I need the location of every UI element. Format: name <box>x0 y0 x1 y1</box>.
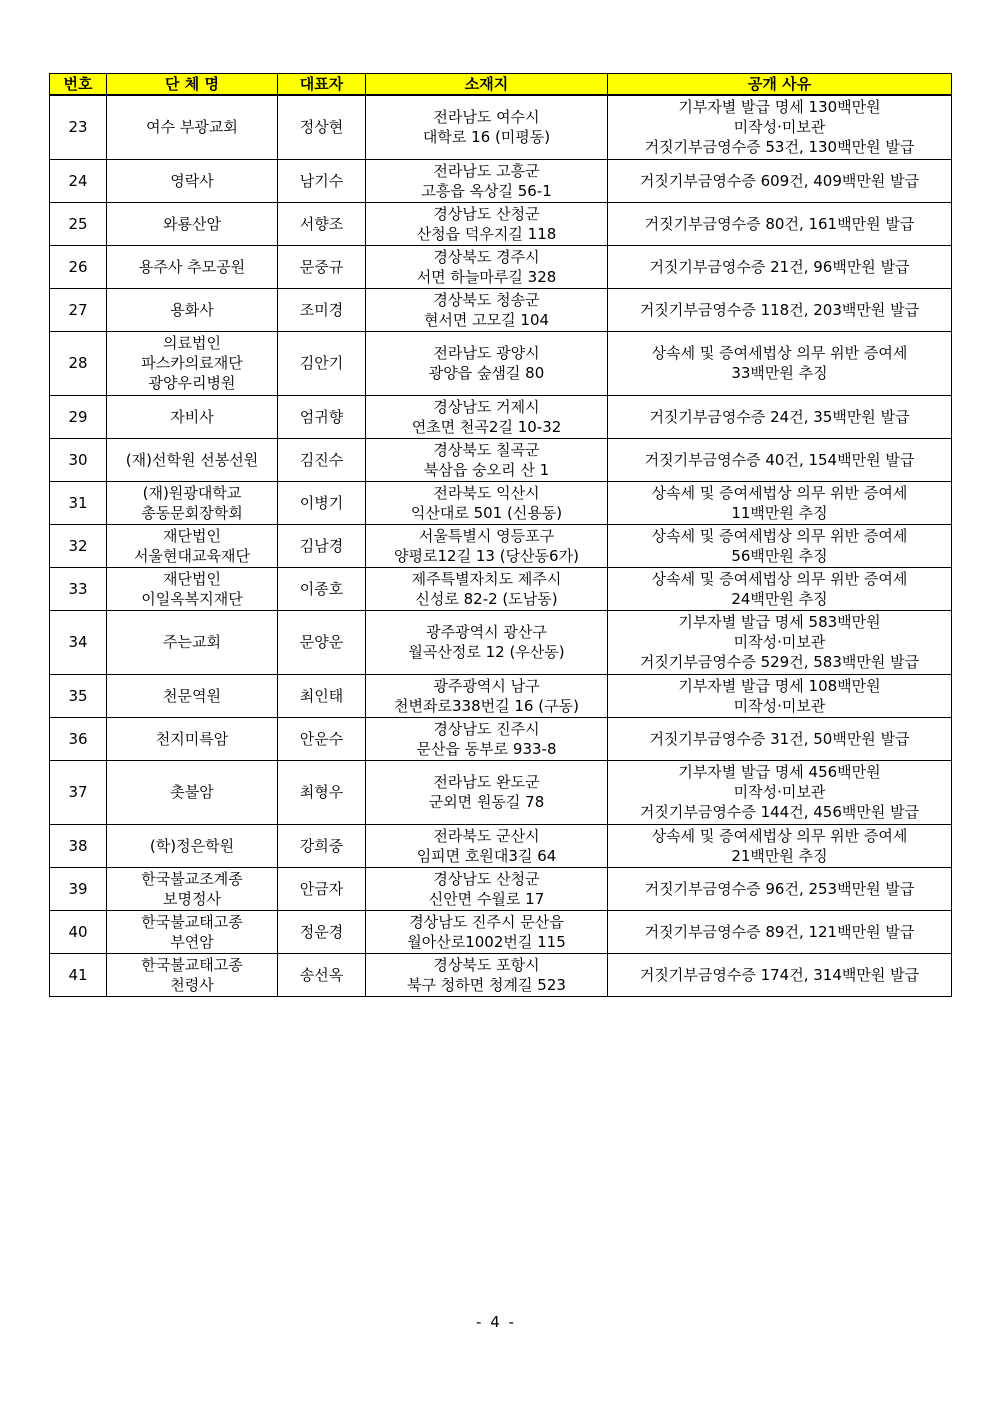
organization-name <box>107 717 278 760</box>
location-line: 익산대로 501 (신용동) <box>410 503 563 522</box>
disclosure-reason-line: 기부자별 발급 명세 456백만원 <box>678 763 881 781</box>
location-line: 경상남도 거제시 <box>433 397 540 416</box>
disclosure-reason <box>608 331 952 395</box>
disclosure-reason-line: 거짓기부금영수증 31건, 50백만원 발급 <box>649 729 910 748</box>
disclosure-reason <box>608 674 952 717</box>
location <box>366 438 608 481</box>
table-body <box>50 95 952 996</box>
header-location: 소재지 <box>366 74 608 96</box>
location <box>366 910 608 953</box>
table-row <box>50 331 952 395</box>
row-number: 34 <box>50 610 107 674</box>
disclosure-reason-line: 거짓기부금영수증 529건, 583백만원 발급 <box>639 653 920 671</box>
location-line: 경상북도 포항시 <box>433 955 540 974</box>
location-line: 광주광역시 광산구 <box>426 623 547 641</box>
representative: 이병기 <box>278 481 366 524</box>
location <box>366 395 608 438</box>
row-number: 41 <box>50 953 107 996</box>
organization-name-line: 영락사 <box>170 171 214 190</box>
table-row <box>50 524 952 567</box>
page-number: - 4 - <box>476 1313 516 1331</box>
header-number: 번호 <box>50 74 107 96</box>
disclosure-reason-line: 상속세 및 증여세법상 의무 위반 증여세 <box>651 569 908 588</box>
organization-name <box>107 159 278 202</box>
location-line: 경상북도 칠곡군 <box>433 440 540 459</box>
organization-name-line: 천문역원 <box>163 686 221 705</box>
disclosure-reason-line: 거짓기부금영수증 40건, 154백만원 발급 <box>644 450 915 469</box>
location-line: 서면 하늘마루길 328 <box>416 267 557 286</box>
table-row <box>50 867 952 910</box>
location-line: 서울특별시 영등포구 <box>418 526 555 545</box>
disclosure-reason-line: 21백만원 추징 <box>731 846 828 865</box>
disclosure-reason-line: 미작성·미보관 <box>733 633 826 651</box>
representative: 안금자 <box>278 867 366 910</box>
organization-name-line: 여수 부광교회 <box>146 118 238 137</box>
disclosure-reason-line: 거짓기부금영수증 80건, 161백만원 발급 <box>644 214 915 233</box>
disclosure-reason <box>608 481 952 524</box>
disclosure-reason-line: 상속세 및 증여세법상 의무 위반 증여세 <box>651 826 908 845</box>
location <box>366 202 608 245</box>
disclosure-reason-line: 기부자별 발급 명세 108백만원 <box>678 676 881 695</box>
location-line: 경상남도 산청군 <box>433 204 540 223</box>
organization-name-line: 파스카의료재단 <box>141 354 243 372</box>
location-line: 임피면 호원대3길 64 <box>416 846 557 865</box>
organization-name <box>107 910 278 953</box>
organization-name <box>107 824 278 867</box>
disclosure-table <box>49 73 952 997</box>
representative: 최형우 <box>278 760 366 824</box>
disclosure-reason <box>608 438 952 481</box>
organization-name <box>107 524 278 567</box>
organization-name-line: 재단법인 <box>163 526 221 545</box>
organization-name <box>107 95 278 159</box>
location <box>366 245 608 288</box>
row-number: 32 <box>50 524 107 567</box>
disclosure-reason-line: 56백만원 추징 <box>731 546 828 565</box>
organization-name-line: 한국불교태고종 <box>141 955 243 974</box>
disclosure-reason-line: 11백만원 추징 <box>731 503 828 522</box>
row-number: 28 <box>50 331 107 395</box>
representative: 이종호 <box>278 567 366 610</box>
location <box>366 481 608 524</box>
organization-name-line: 천령사 <box>170 975 214 994</box>
disclosure-reason-line: 33백만원 추징 <box>731 364 828 382</box>
disclosure-reason-line: 거짓기부금영수증 53건, 130백만원 발급 <box>644 138 915 157</box>
location-line: 연초면 천곡2길 10-32 <box>411 417 562 436</box>
organization-name-line: 재단법인 <box>163 569 221 588</box>
organization-name-line: 광양우리병원 <box>148 374 236 392</box>
row-number: 37 <box>50 760 107 824</box>
location-line: 전라남도 고흥군 <box>433 161 540 180</box>
organization-name-line: 자비사 <box>170 407 214 426</box>
location-line: 경상북도 청송군 <box>433 290 540 309</box>
row-number: 31 <box>50 481 107 524</box>
representative: 문중규 <box>278 245 366 288</box>
disclosure-reason-line: 상속세 및 증여세법상 의무 위반 증여세 <box>651 483 908 502</box>
organization-name <box>107 674 278 717</box>
table-row <box>50 567 952 610</box>
disclosure-reason-line: 거짓기부금영수증 21건, 96백만원 발급 <box>649 257 910 276</box>
disclosure-reason-line: 기부자별 발급 명세 130백만원 <box>678 98 881 117</box>
disclosure-reason-line: 미작성·미보관 <box>733 696 826 715</box>
table-row <box>50 159 952 202</box>
disclosure-reason <box>608 717 952 760</box>
location <box>366 674 608 717</box>
location-line: 전라북도 익산시 <box>433 483 540 502</box>
organization-name <box>107 567 278 610</box>
organization-name-line: 와룡산암 <box>163 214 221 233</box>
location-line: 경상남도 산청군 <box>433 869 540 888</box>
location-line: 경상남도 진주시 문산읍 <box>409 912 564 931</box>
disclosure-reason-line: 거짓기부금영수증 24건, 35백만원 발급 <box>649 407 910 426</box>
location <box>366 717 608 760</box>
representative: 김남경 <box>278 524 366 567</box>
disclosure-reason <box>608 610 952 674</box>
representative: 강희중 <box>278 824 366 867</box>
row-number: 39 <box>50 867 107 910</box>
location-line: 전라북도 군산시 <box>433 826 540 845</box>
organization-name <box>107 395 278 438</box>
row-number: 25 <box>50 202 107 245</box>
row-number: 35 <box>50 674 107 717</box>
organization-name-line: 의료법인 <box>163 334 221 352</box>
disclosure-reason <box>608 760 952 824</box>
organization-name-line: 주는교회 <box>163 633 221 651</box>
representative: 최인태 <box>278 674 366 717</box>
table-row <box>50 910 952 953</box>
location-line: 월아산로1002번길 115 <box>407 932 566 951</box>
organization-name-line: (학)정은학원 <box>149 836 235 855</box>
representative: 안운수 <box>278 717 366 760</box>
table-row <box>50 438 952 481</box>
row-number: 38 <box>50 824 107 867</box>
header-disclosure-reason: 공개 사유 <box>608 74 952 96</box>
location-line: 전라남도 여수시 <box>433 108 540 127</box>
disclosure-reason-line: 상속세 및 증여세법상 의무 위반 증여세 <box>651 526 908 545</box>
disclosure-reason <box>608 824 952 867</box>
organization-name-line: 서울현대교육재단 <box>134 546 250 565</box>
organization-name <box>107 202 278 245</box>
row-number: 24 <box>50 159 107 202</box>
disclosure-reason <box>608 524 952 567</box>
location-line: 군외면 원동길 78 <box>428 793 545 811</box>
disclosure-reason-line: 미작성·미보관 <box>733 118 826 137</box>
location-line: 광양읍 숲샘길 80 <box>428 364 545 382</box>
organization-name-line: (재)원광대학교 <box>142 483 242 502</box>
row-number: 27 <box>50 288 107 331</box>
table-row <box>50 245 952 288</box>
organization-name <box>107 953 278 996</box>
organization-name-line: 촛불암 <box>170 783 214 801</box>
disclosure-reason <box>608 867 952 910</box>
disclosure-reason <box>608 953 952 996</box>
location-line: 문산읍 동부로 933-8 <box>416 739 557 758</box>
disclosure-reason-line: 거짓기부금영수증 118건, 203백만원 발급 <box>639 300 920 319</box>
location-line: 양평로12길 13 (당산동6가) <box>394 546 579 565</box>
representative: 조미경 <box>278 288 366 331</box>
table-row <box>50 288 952 331</box>
representative: 엄귀향 <box>278 395 366 438</box>
location-line: 천변좌로338번길 16 (구동) <box>394 696 579 715</box>
organization-name-line: 용주사 추모공원 <box>138 257 246 276</box>
table-row <box>50 95 952 159</box>
location-line: 산청읍 덕우지길 118 <box>416 224 557 243</box>
location-line: 전라남도 완도군 <box>433 773 540 791</box>
organization-name-line: (재)선학원 선봉선원 <box>125 450 259 469</box>
organization-name-line: 한국불교태고종 <box>141 912 243 931</box>
representative: 정상현 <box>278 95 366 159</box>
disclosure-reason <box>608 288 952 331</box>
organization-name <box>107 245 278 288</box>
location-line: 전라남도 광양시 <box>433 344 540 362</box>
location <box>366 288 608 331</box>
location-line: 경상북도 경주시 <box>433 247 540 266</box>
disclosure-reason-line: 거짓기부금영수증 174건, 314백만원 발급 <box>639 965 920 984</box>
disclosure-reason-line: 거짓기부금영수증 89건, 121백만원 발급 <box>644 922 915 941</box>
row-number: 30 <box>50 438 107 481</box>
disclosure-reason-line: 미작성·미보관 <box>733 783 826 801</box>
header-organization-name: 단 체 명 <box>107 74 278 96</box>
disclosure-reason <box>608 567 952 610</box>
disclosure-reason <box>608 202 952 245</box>
location-line: 북구 청하면 청계길 523 <box>407 975 566 994</box>
row-number: 23 <box>50 95 107 159</box>
location <box>366 95 608 159</box>
table-row <box>50 481 952 524</box>
organization-name-line: 한국불교조계종 <box>141 869 243 888</box>
header-representative: 대표자 <box>278 74 366 96</box>
disclosure-reason <box>608 95 952 159</box>
organization-name <box>107 438 278 481</box>
disclosure-reason-line: 거짓기부금영수증 144건, 456백만원 발급 <box>639 803 920 821</box>
table-row <box>50 760 952 824</box>
organization-name <box>107 867 278 910</box>
location <box>366 760 608 824</box>
location-line: 월곡산정로 12 (우산동) <box>408 643 565 661</box>
organization-name <box>107 760 278 824</box>
organization-name-line: 천지미륵암 <box>155 729 229 748</box>
table-row <box>50 610 952 674</box>
row-number: 26 <box>50 245 107 288</box>
disclosure-reason <box>608 159 952 202</box>
location <box>366 610 608 674</box>
representative: 송선옥 <box>278 953 366 996</box>
organization-name-line: 총동문회장학회 <box>141 503 243 522</box>
location <box>366 331 608 395</box>
disclosure-reason <box>608 910 952 953</box>
location <box>366 524 608 567</box>
table-row <box>50 674 952 717</box>
organization-name-line: 이일옥복지재단 <box>141 589 243 608</box>
organization-name <box>107 610 278 674</box>
row-number: 36 <box>50 717 107 760</box>
table-row <box>50 202 952 245</box>
location-line: 제주특별자치도 제주시 <box>411 569 562 588</box>
representative: 문양운 <box>278 610 366 674</box>
location-line: 현서면 고모길 104 <box>423 310 550 329</box>
row-number: 40 <box>50 910 107 953</box>
location-line: 신성로 82-2 (도남동) <box>415 589 558 608</box>
location <box>366 159 608 202</box>
location <box>366 567 608 610</box>
location <box>366 953 608 996</box>
disclosure-reason <box>608 245 952 288</box>
organization-name <box>107 331 278 395</box>
disclosure-reason-line: 거짓기부금영수증 96건, 253백만원 발급 <box>644 879 915 898</box>
disclosure-reason-line: 거짓기부금영수증 609건, 409백만원 발급 <box>639 171 920 190</box>
row-number: 33 <box>50 567 107 610</box>
location-line: 신안면 수월로 17 <box>428 889 545 908</box>
row-number: 29 <box>50 395 107 438</box>
organization-name-line: 용화사 <box>170 300 214 319</box>
representative: 서향조 <box>278 202 366 245</box>
location-line: 경상남도 진주시 <box>433 719 540 738</box>
disclosure-reason <box>608 395 952 438</box>
location-line: 북삼읍 숭오리 산 1 <box>423 460 550 479</box>
table-header-row <box>50 74 952 96</box>
disclosure-reason-line: 상속세 및 증여세법상 의무 위반 증여세 <box>651 344 908 362</box>
location-line: 대학로 16 (미평동) <box>422 128 551 147</box>
disclosure-reason-line: 기부자별 발급 명세 583백만원 <box>678 613 881 631</box>
location <box>366 867 608 910</box>
representative: 남기수 <box>278 159 366 202</box>
location-line: 광주광역시 남구 <box>433 676 540 695</box>
table-row <box>50 717 952 760</box>
location <box>366 824 608 867</box>
representative: 김진수 <box>278 438 366 481</box>
table-row <box>50 824 952 867</box>
representative: 정운경 <box>278 910 366 953</box>
table-row <box>50 953 952 996</box>
organization-name-line: 보명정사 <box>163 889 221 908</box>
table-row <box>50 395 952 438</box>
disclosure-reason-line: 24백만원 추징 <box>731 589 828 608</box>
organization-name <box>107 288 278 331</box>
location-line: 고흥읍 옥상길 56-1 <box>421 181 552 200</box>
representative: 김안기 <box>278 331 366 395</box>
organization-name-line: 부연암 <box>170 932 214 951</box>
organization-name <box>107 481 278 524</box>
